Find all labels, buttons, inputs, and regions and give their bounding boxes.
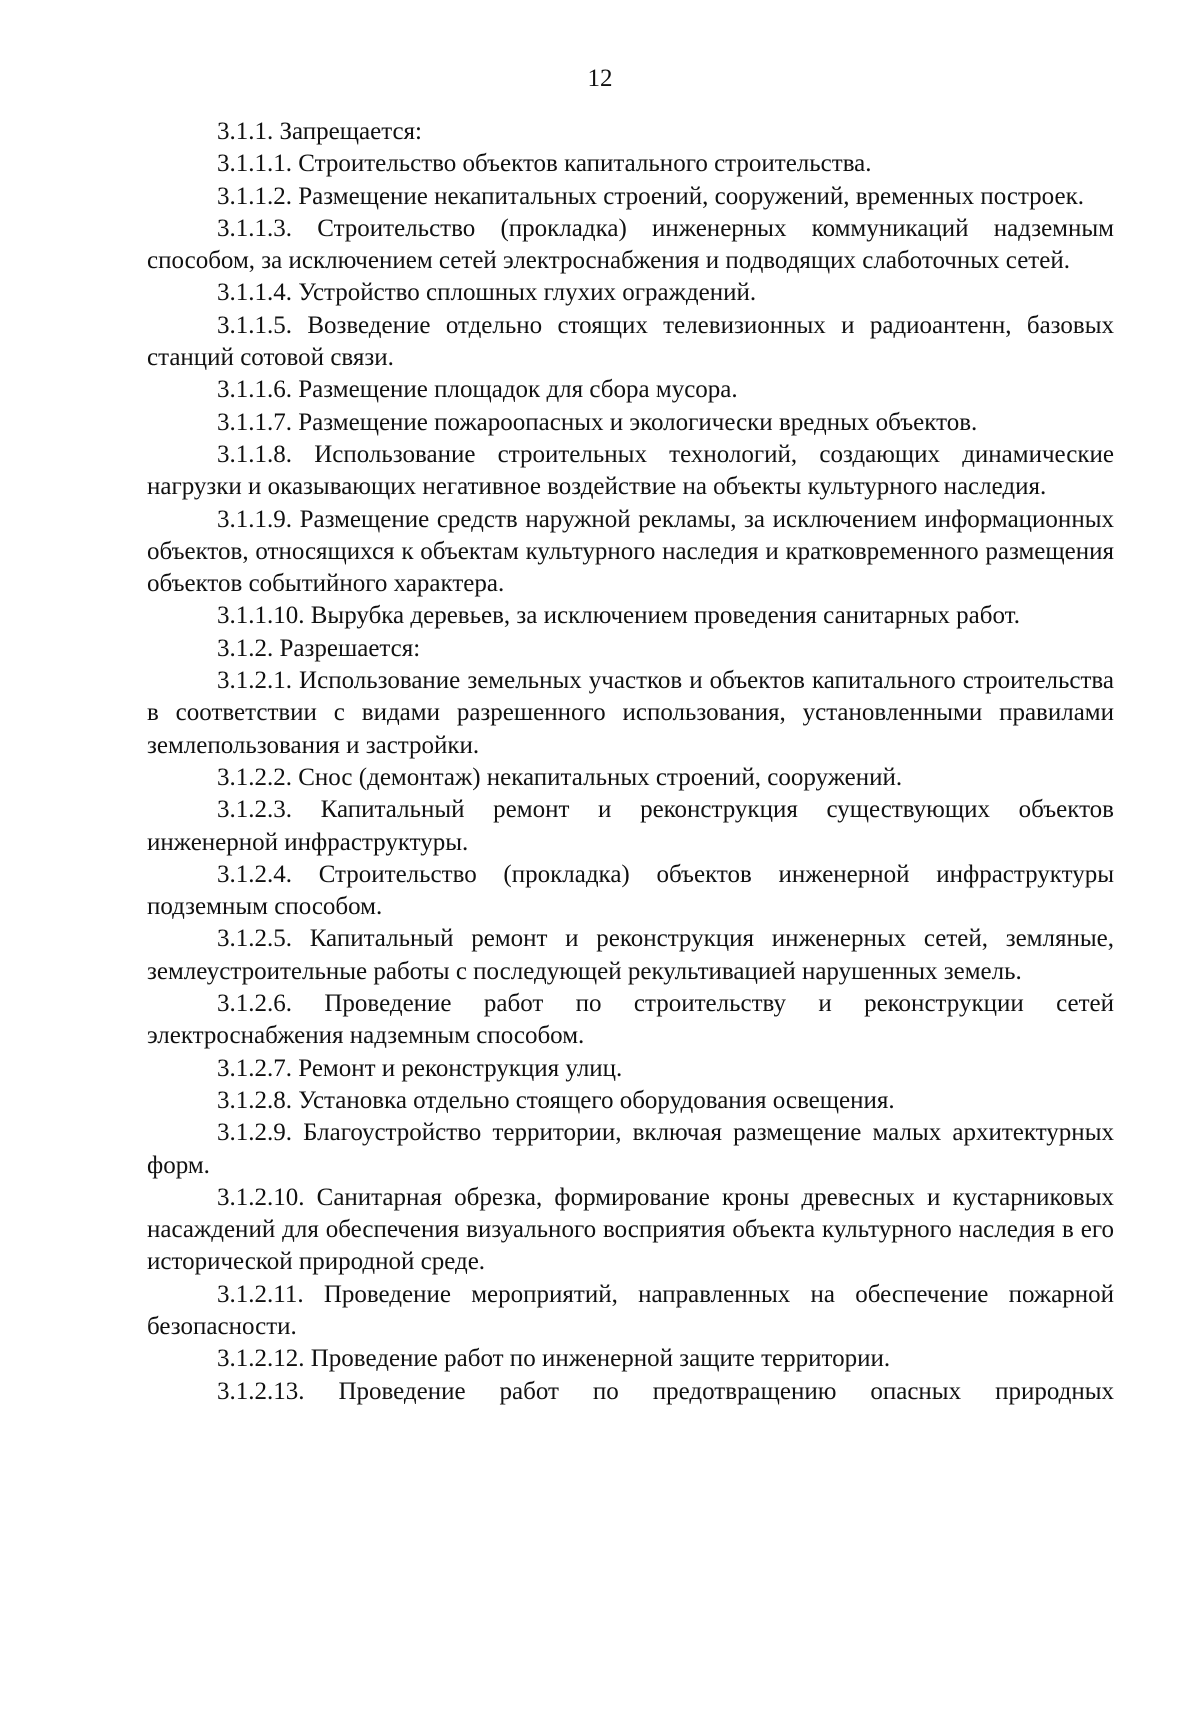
paragraph-3-1-1-3: 3.1.1.3. Строительство (прокладка) инженерных коммуникаций надземным способом, за исключением сетей электроснабжения и подводящих слаботочных сетей. bbox=[147, 214, 1114, 275]
paragraph-3-1-1-10: 3.1.1.10. Вырубка деревьев, за исключением проведения санитарных работ. bbox=[217, 602, 1020, 630]
paragraph-3-1-1: 3.1.1. Запрещается: bbox=[217, 118, 422, 145]
paragraph-3-1-2-5: 3.1.2.5. Капитальный ремонт и реконструкция инженерных сетей, земляные, землеустроительные работы с последующей рекультивацией нарушенных земель. bbox=[147, 925, 1114, 985]
paragraph-3-1-2-3: 3.1.2.3. Капитальный ремонт и реконструкция существующих объектов инженерной инфраструктуры. bbox=[147, 796, 1114, 856]
page-number: 12 bbox=[587, 65, 613, 92]
paragraph-3-1-2-9: 3.1.2.9. Благоустройство территории, включая размещение малых архитектурных форм. bbox=[147, 1119, 1114, 1179]
paragraph-3-1-2-4: 3.1.2.4. Строительство (прокладка) объектов инженерной инфраструктуры подземным способом. bbox=[147, 860, 1114, 921]
paragraph-3-1-1-7: 3.1.1.7. Размещение пожароопасных и экологически вредных объектов. bbox=[217, 408, 978, 436]
paragraph-3-1-2: 3.1.2. Разрешается: bbox=[217, 634, 421, 662]
paragraph-3-1-2-10: 3.1.2.10. Санитарная обрезка, формирование кроны древесных и кустарниковых насаждений для обеспечения визуального восприятия объекта культурного наследия в его исторической природной среде. bbox=[147, 1183, 1114, 1276]
paragraph-3-1-1-1: 3.1.1.1. Строительство объектов капитального строительства. bbox=[217, 150, 872, 178]
paragraph-3-1-1-4: 3.1.1.4. Устройство сплошных глухих ограждений. bbox=[217, 279, 757, 307]
paragraph-3-1-1-6: 3.1.1.6. Размещение площадок для сбора мусора. bbox=[217, 376, 738, 404]
paragraph-3-1-2-11: 3.1.2.11. Проведение мероприятий, направленных на обеспечение пожарной безопасности. bbox=[147, 1280, 1114, 1340]
paragraph-3-1-1-5: 3.1.1.5. Возведение отдельно стоящих телевизионных и радиоантенн, базовых станций сотовой связи. bbox=[147, 311, 1114, 372]
paragraph-3-1-2-7: 3.1.2.7. Ремонт и реконструкция улиц. bbox=[217, 1054, 623, 1082]
document-body bbox=[147, 116, 1114, 1408]
paragraph-3-1-2-6: 3.1.2.6. Проведение работ по строительству и реконструкции сетей электроснабжения надземным способом. bbox=[147, 990, 1114, 1050]
paragraph-3-1-1-8: 3.1.1.8. Использование строительных технологий, создающих динамические нагрузки и оказывающих негативное воздействие на объекты культурного наследия. bbox=[147, 440, 1114, 501]
paragraph-3-1-2-13: 3.1.2.13. Проведение работ по предотвращению опасных природных bbox=[217, 1377, 1114, 1405]
paragraph-3-1-1-9: 3.1.1.9. Размещение средств наружной рекламы, за исключением информационных объектов, относящихся к объектам культурного наследия и кратковременного размещения объектов событийного характера. bbox=[147, 505, 1114, 598]
paragraph-3-1-2-1: 3.1.2.1. Использование земельных участков и объектов капитального строительства в соответствии с видами разрешенного использования, установленными правилами землепользования и застройки. bbox=[147, 667, 1114, 759]
paragraph-3-1-1-2: 3.1.1.2. Размещение некапитальных строений, сооружений, временных построек. bbox=[217, 182, 1084, 210]
paragraph-3-1-2-8: 3.1.2.8. Установка отдельно стоящего оборудования освещения. bbox=[217, 1086, 895, 1114]
paragraph-3-1-2-2: 3.1.2.2. Снос (демонтаж) некапитальных строений, сооружений. bbox=[217, 763, 903, 791]
paragraph-3-1-2-12: 3.1.2.12. Проведение работ по инженерной защите территории. bbox=[217, 1345, 891, 1373]
